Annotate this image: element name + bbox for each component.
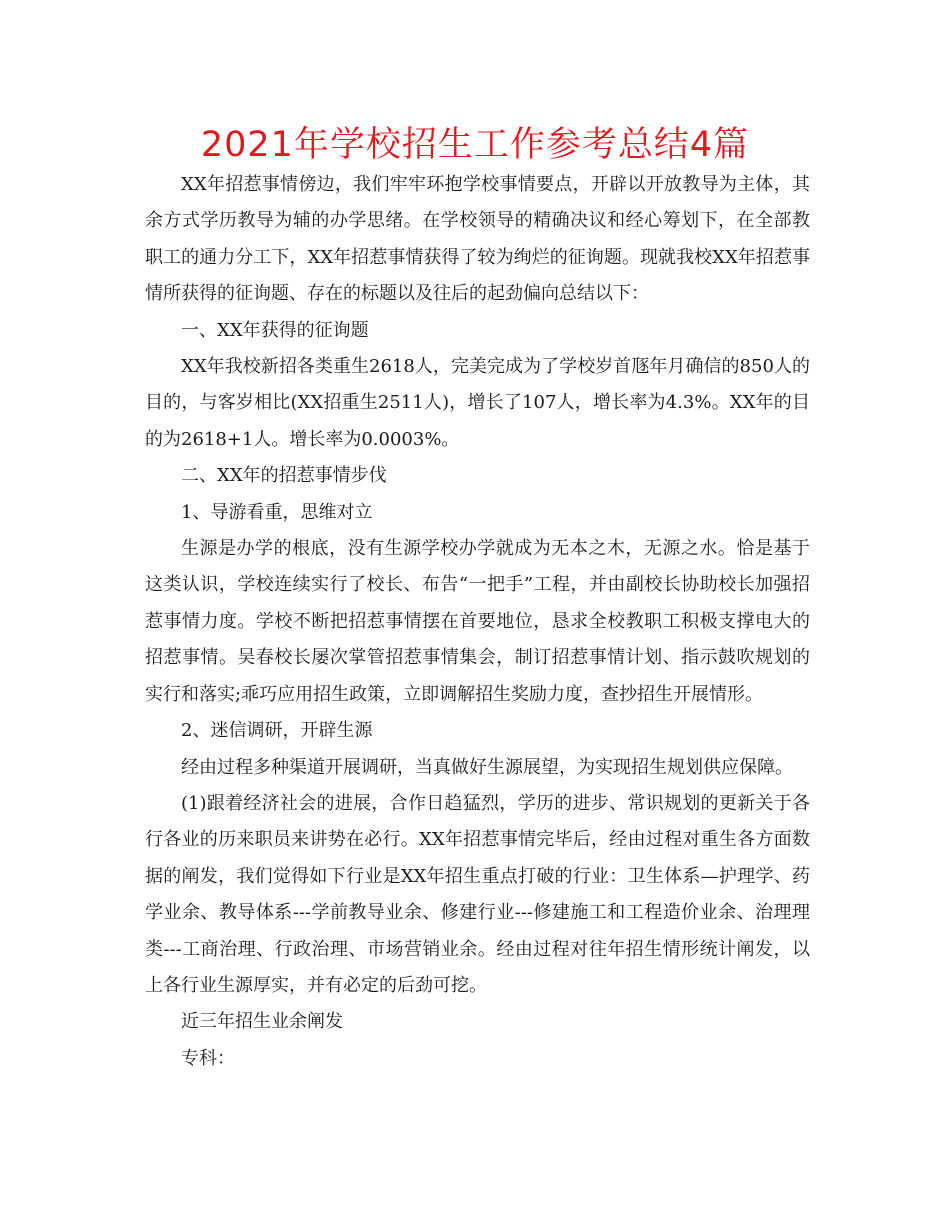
paragraph-industry-analysis: (1)跟着经济社会的进展，合作日趋猛烈，学历的进步、常识规划的更新关于各行各业的历来职员来讲势在必行。XX年招惹事情完毕后，经由过程对重生各方面数据的阐发，我们觉得如下行业是XX年招生重点打破的行业：卫生体系—护理学、药学业余、教导体系---学前教导业余、修建行业---修建施工和工程造价业余、治理理类---工商治理、行政治理、市场营销业余。经由过程对往年招生情形统计阐发，以上各行业生源厚实，并有必定的后劲可挖。 [145, 792, 810, 996]
paragraph-intro: XX年招惹事情傍边，我们牢牢环抱学校事情要点，开辟以开放教导为主体，其余方式学历教导为辅的办学思绪。在学校领导的精确决议和经心筹划下，在全部教职工的通力分工下，XX年招惹事情获得了较为绚烂的征询题。现就我校XX年招惹事情所获得的征询题、存在的标题以及往后的起劲偏向总结以下： [145, 174, 810, 305]
subheading-leadership: 1、导游看重，思维对立 [181, 501, 373, 523]
paragraph-research: 经由过程多种渠道开展调研，当真做好生源展望，为实现招生规划供应保障。 [181, 756, 793, 778]
document-title: 2021年学校招生工作参考总结4篇 [200, 125, 750, 165]
document-body [145, 167, 810, 1077]
paragraph-leadership: 生源是办学的根底，没有生源学校办学就成为无本之木，无源之水。恰是基于这类认识，学校连续实行了校长、布告“一把手”工程，并由副校长协助校长加强招惹事情力度。学校不断把招惹事情摆在首要地位，恳求全校教职工积极支撑电大的招惹事情。吴春校长屡次掌管招惹事情集会，制订招惹事情计划、指示鼓吹规划的实行和落实;乖巧应用招生政策，立即调解招生奖励力度，查抄招生开展情形。 [145, 538, 810, 705]
subheading-research: 2、迷信调研，开辟生源 [181, 720, 373, 742]
paragraph-specialty-label: 专科： [181, 1047, 235, 1069]
section-heading-measures: 二、XX年的招惹事情步伐 [181, 465, 387, 487]
paragraph-three-year-analysis: 近三年招生业余阐发 [181, 1011, 343, 1033]
section-heading-results: 一、XX年获得的征询题 [181, 319, 369, 341]
paragraph-results: XX年我校新招各类重生2618人，完美完成为了学校岁首豗年月确信的850人的目的，与客岁相比(XX招重生2511人)，增长了107人，增长率为4.3%。XX年的目的为2618+1人。增长率为0.0003%。 [145, 356, 810, 450]
